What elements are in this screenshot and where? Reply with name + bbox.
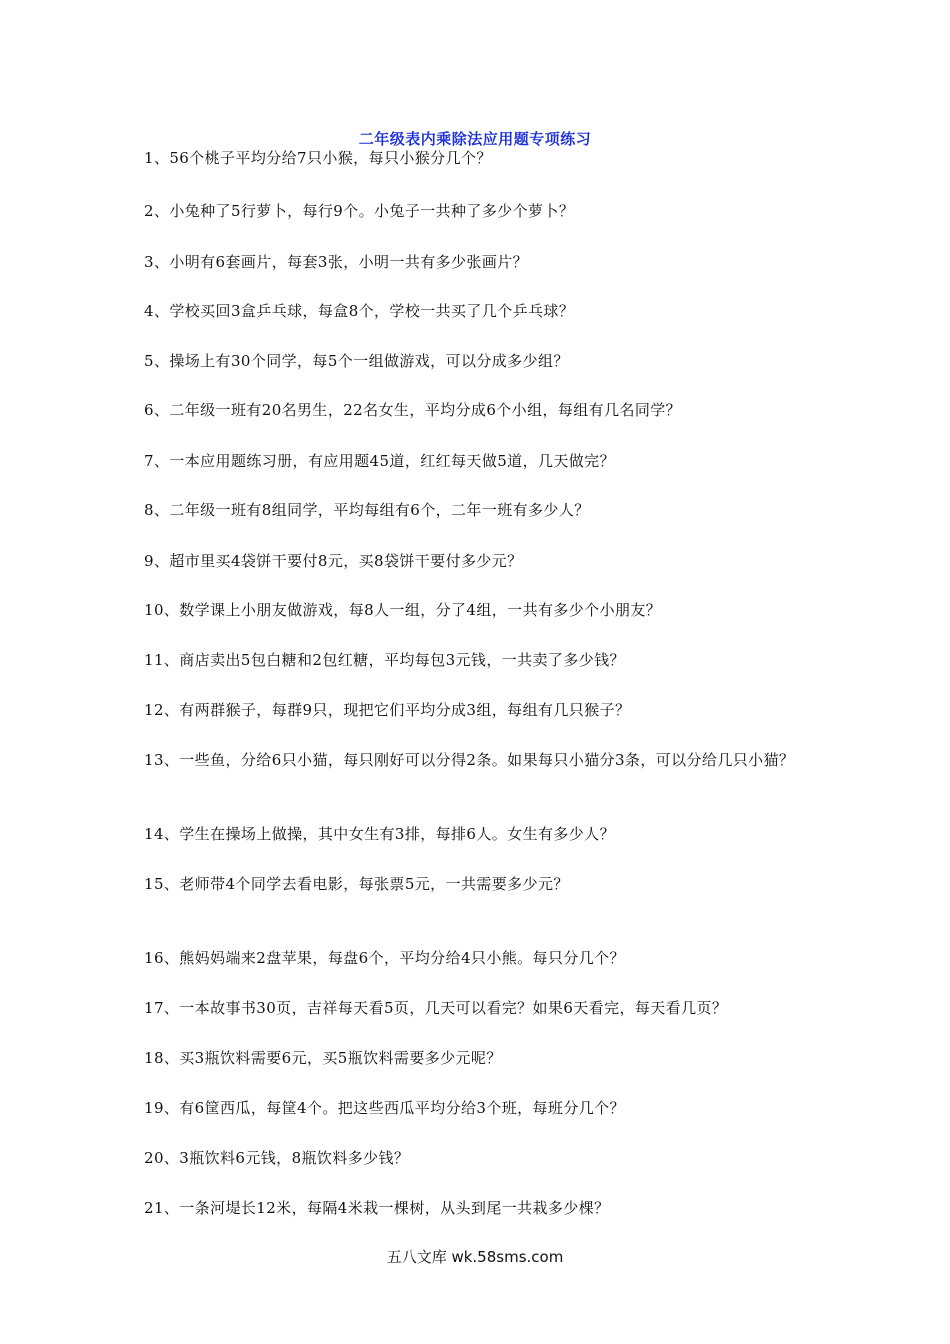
footer-watermark: 五八文库 wk.58sms.com [386, 1248, 564, 1266]
question-7: 7、一本应用题练习册，有应用题45道，红红每天做5道，几天做完？ [144, 452, 615, 470]
question-6: 6、二年级一班有20名男生，22名女生，平均分成6个小组，每组有几名同学？ [144, 401, 682, 419]
question-18: 18、买3瓶饮料需要6元，买5瓶饮料需要多少元呢？ [144, 1049, 502, 1067]
question-10: 10、数学课上小朋友做游戏，每8人一组，分了4组，一共有多少个小朋友？ [144, 601, 662, 619]
question-15: 15、老师带4个同学去看电影，每张票5元，一共需要多少元？ [144, 875, 569, 893]
question-2: 2、小兔种了5行萝卜，每行9个。小兔子一共种了多少个萝卜？ [144, 202, 575, 220]
question-3: 3、小明有6套画片，每套3张，小明一共有多少张画片？ [144, 253, 529, 271]
question-5: 5、操场上有30个同学，每5个一组做游戏，可以分成多少组？ [144, 352, 569, 370]
question-1: 1、56个桃子平均分给7只小猴，每只小猴分几个？ [144, 149, 492, 167]
question-9: 9、超市里买4袋饼干要付8元，买8袋饼干要付多少元？ [144, 552, 523, 570]
question-21: 21、一条河堤长12米，每隔4米栽一棵树，从头到尾一共栽多少棵？ [144, 1199, 610, 1217]
question-20: 20、3瓶饮料6元钱，8瓶饮料多少钱？ [144, 1149, 410, 1167]
question-16: 16、熊妈妈端来2盘苹果，每盘6个，平均分给4只小熊。每只分几个？ [144, 949, 625, 967]
question-11: 11、商店卖出5包白糖和2包红糖，平均每包3元钱，一共卖了多少钱？ [144, 651, 625, 669]
document-title: 二年级表内乘除法应用题专项练习 [358, 130, 592, 148]
question-13: 13、一些鱼，分给6只小猫，每只刚好可以分得2条。如果每只小猫分3条，可以分给几只小猫？ [144, 751, 795, 769]
question-17: 17、一本故事书30页，吉祥每天看5页，几天可以看完？如果6天看完，每天看几页？ [144, 999, 728, 1017]
question-14: 14、学生在操场上做操，其中女生有3排，每排6人。女生有多少人？ [144, 825, 615, 843]
question-12: 12、有两群猴子，每群9只，现把它们平均分成3组，每组有几只猴子？ [144, 701, 631, 719]
question-8: 8、二年级一班有8组同学，平均每组有6个，二年一班有多少人？ [144, 501, 590, 519]
question-19: 19、有6筐西瓜，每筐4个。把这些西瓜平均分给3个班，每班分几个？ [144, 1099, 625, 1117]
question-4: 4、学校买回3盒乒乓球，每盒8个，学校一共买了几个乒乓球？ [144, 302, 575, 320]
